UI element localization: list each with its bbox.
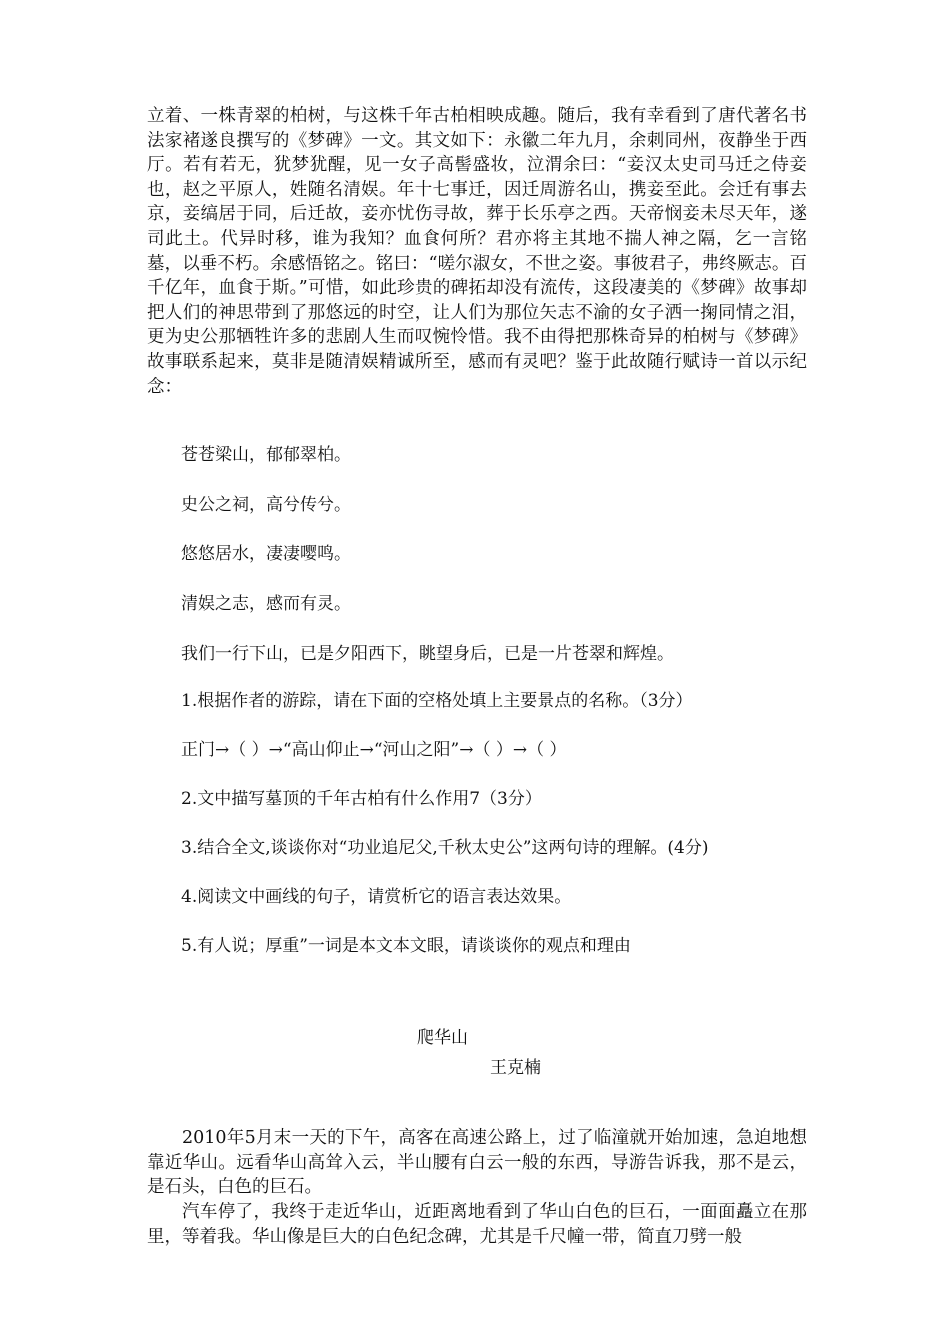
passage2-paragraph-1: 2010年5月末一天的下午，高客在高速公路上，过了临潼就开始加速，急迫地想靠近华山。远看华山高耸入云，半山腰有白云一般的东西，导游告诉我，那不是云，是石头，白色的巨石。 (147, 1128, 807, 1198)
question-1: 1.根据作者的游踪，请在下面的空格处填上主要景点的名称。（3分） (181, 691, 693, 711)
question-2: 2.文中描写墓顶的千年古柏有什么作用7（3分） (181, 789, 542, 809)
passage2-title: 爬华山 (417, 1028, 468, 1048)
poem-line-1: 苍苍梁山，郁郁翠柏。 (181, 445, 351, 465)
passage2-paragraph-2: 汽车停了，我终于走近华山，近距离地看到了华山白色的巨石，一面面矗立在那里，等着我。华山像是巨大的白色纪念碑，尤其是千尺幢一带，简直刀劈一般 (147, 1202, 807, 1247)
question-1-blanks: 正门→（ ）→“高山仰止→“河山之阳”→（ ）→（ ） (181, 740, 567, 760)
passage2-author: 王克楠 (490, 1058, 541, 1078)
passage1-closing: 我们一行下山，已是夕阳西下，眺望身后，已是一片苍翠和辉煌。 (181, 644, 674, 664)
poem-line-3: 悠悠居水，凄凄嘤鸣。 (181, 544, 351, 564)
question-5: 5.有人说；厚重”一词是本文本文眼，请谈谈你的观点和理由 (181, 936, 631, 956)
poem-line-2: 史公之祠，高兮传兮。 (181, 495, 351, 515)
question-3: 3.结合全文,谈谈你对“功业追尼父,千秋太史公”这两句诗的理解。(4分) (181, 838, 709, 858)
passage1-paragraph: 立着、一株青翠的柏树，与这株千年古柏相映成趣。随后，我有幸看到了唐代著名书法家褚遂良撰写的《梦碑》一文。其文如下：永徽二年九月，余刺同州，夜静坐于西厅。若有若无，犹梦犹醒，见一女子高髻盛妆，泣渭余曰：“妾汉太史司马迁之侍妾也，赵之平原人，姓随名清娱。年十七事迁，因迁周游名山，携妾至此。会迁有事去京，妾缟居于同，后迁故，妾亦忧伤寻故，葬于长乐亭之西。天帝悯妾未尽天年，遂司此土。代异时移，谁为我知？血食何所？君亦将主其地不揣人神之隔，乞一言铭墓，以垂不朽。余感悟铭之。铭曰：“嗟尔淑女，不世之姿。事彼君子，弗终厥志。百千亿年，血食于斯。”可惜，如此珍贵的碑拓却没有流传，这段凄美的《梦碑》故事却把人们的神思带到了那悠远的时空，让人们为那位矢志不渝的女子洒一掬同情之泪，更为史公那牺牲许多的悲剧人生而叹惋怜惜。我不由得把那株奇异的柏树与《梦碑》故事联系起来，莫非是随清娱精诚所至，感而有灵吧？鉴于此故随行赋诗一首以示纪念： (147, 106, 807, 397)
poem-line-4: 清娱之志，感而有灵。 (181, 594, 351, 614)
question-4: 4.阅读文中画线的句子，请赏析它的语言表达效果。 (181, 887, 572, 907)
